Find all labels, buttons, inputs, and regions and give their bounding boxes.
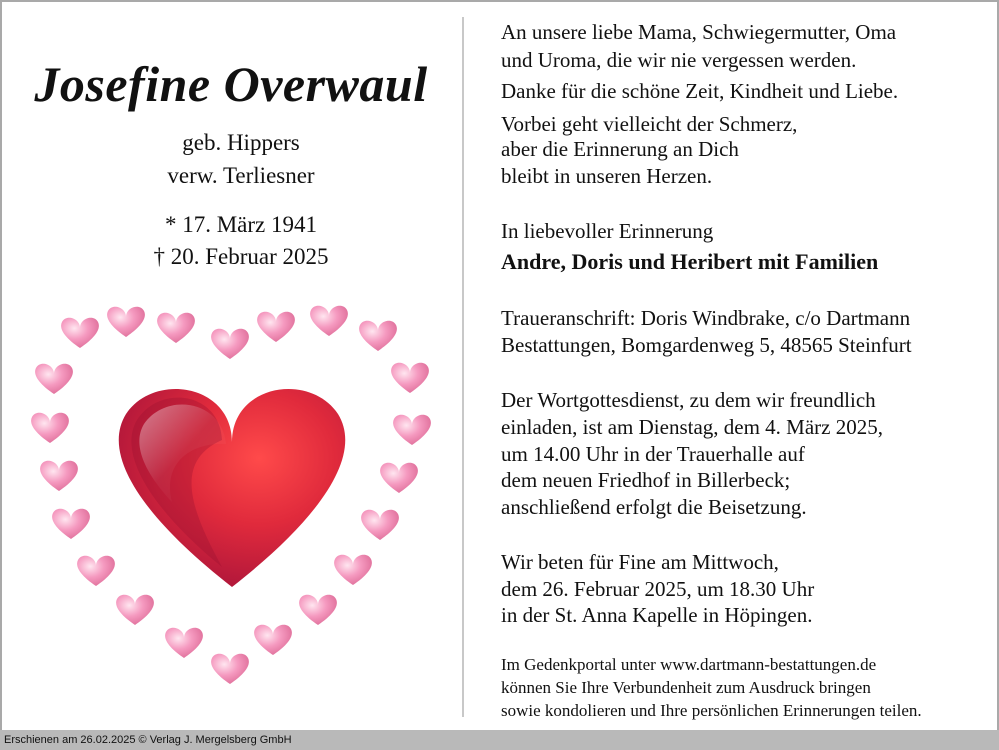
small-heart-icon [310, 306, 348, 336]
small-heart-icon [380, 463, 418, 493]
small-heart-icon [334, 555, 372, 585]
birth-date: * 17. März 1941 [164, 212, 318, 237]
deceased-name: Josefine Overwaul [34, 56, 428, 112]
small-heart-icon [391, 363, 429, 393]
birth-name: geb. Hippers [182, 130, 300, 155]
widowed-name: verw. Terliesner [167, 163, 315, 188]
small-heart-icon [116, 595, 154, 625]
intro-line-1: An unsere liebe Mama, Schwiegermutter, Oma [501, 20, 897, 44]
big-heart-icon [119, 389, 345, 587]
address-line-1: Traueranschrift: Doris Windbrake, c/o Dartmann [501, 306, 911, 330]
verse-line-3: bleibt in unseren Herzen. [501, 164, 713, 188]
heart-illustration [2, 292, 462, 692]
verse-line-2: aber die Erinnerung an Dich [501, 137, 739, 161]
small-heart-icon [61, 318, 99, 348]
small-heart-icon [359, 321, 397, 351]
left-column [2, 2, 462, 730]
small-heart-icon [361, 510, 399, 540]
prayer-line-2: dem 26. Februar 2025, um 18.30 Uhr [501, 577, 815, 601]
small-heart-icon [211, 329, 249, 359]
prayer-line-3: in der St. Anna Kapelle in Höpingen. [501, 603, 813, 627]
small-heart-icon [254, 625, 292, 655]
column-divider [462, 17, 464, 717]
intro-line-2: und Uroma, die wir nie vergessen werden. [501, 48, 857, 72]
prayer-line-1: Wir beten für Fine am Mittwoch, [501, 550, 779, 574]
verse-line-1: Vorbei geht vielleicht der Schmerz, [501, 112, 798, 136]
small-heart-icon [52, 509, 90, 539]
portal-line-1: Im Gedenkportal unter www.dartmann-bestattungen.de [501, 655, 877, 674]
service-line-5: anschließend erfolgt die Beisetzung. [501, 495, 807, 519]
small-heart-icon [257, 312, 295, 342]
service-line-1: Der Wortgottesdienst, zu dem wir freundlich [501, 388, 876, 412]
address-line-2: Bestattungen, Bomgardenweg 5, 48565 Steinfurt [501, 333, 912, 357]
small-heart-icon [35, 364, 73, 394]
small-heart-icon [157, 313, 195, 343]
small-heart-icon [40, 461, 78, 491]
service-line-2: einladen, ist am Dienstag, dem 4. März 2025, [501, 415, 883, 439]
death-date: † 20. Februar 2025 [153, 244, 329, 269]
remembrance-line: In liebevoller Erinnerung [501, 219, 714, 243]
portal-line-2: können Sie Ihre Verbundenheit zum Ausdruck bringen [501, 678, 871, 697]
portal-line-3: sowie kondolieren und Ihre persönlichen Erinnerungen teilen. [501, 701, 922, 720]
small-heart-icon [393, 415, 431, 445]
service-line-3: um 14.00 Uhr in der Trauerhalle auf [501, 442, 805, 466]
small-heart-icon [107, 307, 145, 337]
family-line: Andre, Doris und Heribert mit Familien [501, 249, 879, 274]
small-heart-icon [165, 628, 203, 658]
small-heart-icon [31, 413, 69, 443]
publication-footer: Erschienen am 26.02.2025 © Verlag J. Mergelsberg GmbH [0, 730, 999, 750]
service-line-4: dem neuen Friedhof in Billerbeck; [501, 468, 791, 492]
small-heart-icon [299, 595, 337, 625]
small-heart-icon [77, 556, 115, 586]
small-heart-icon [211, 654, 249, 684]
thanks-line: Danke für die schöne Zeit, Kindheit und Liebe. [501, 79, 899, 103]
